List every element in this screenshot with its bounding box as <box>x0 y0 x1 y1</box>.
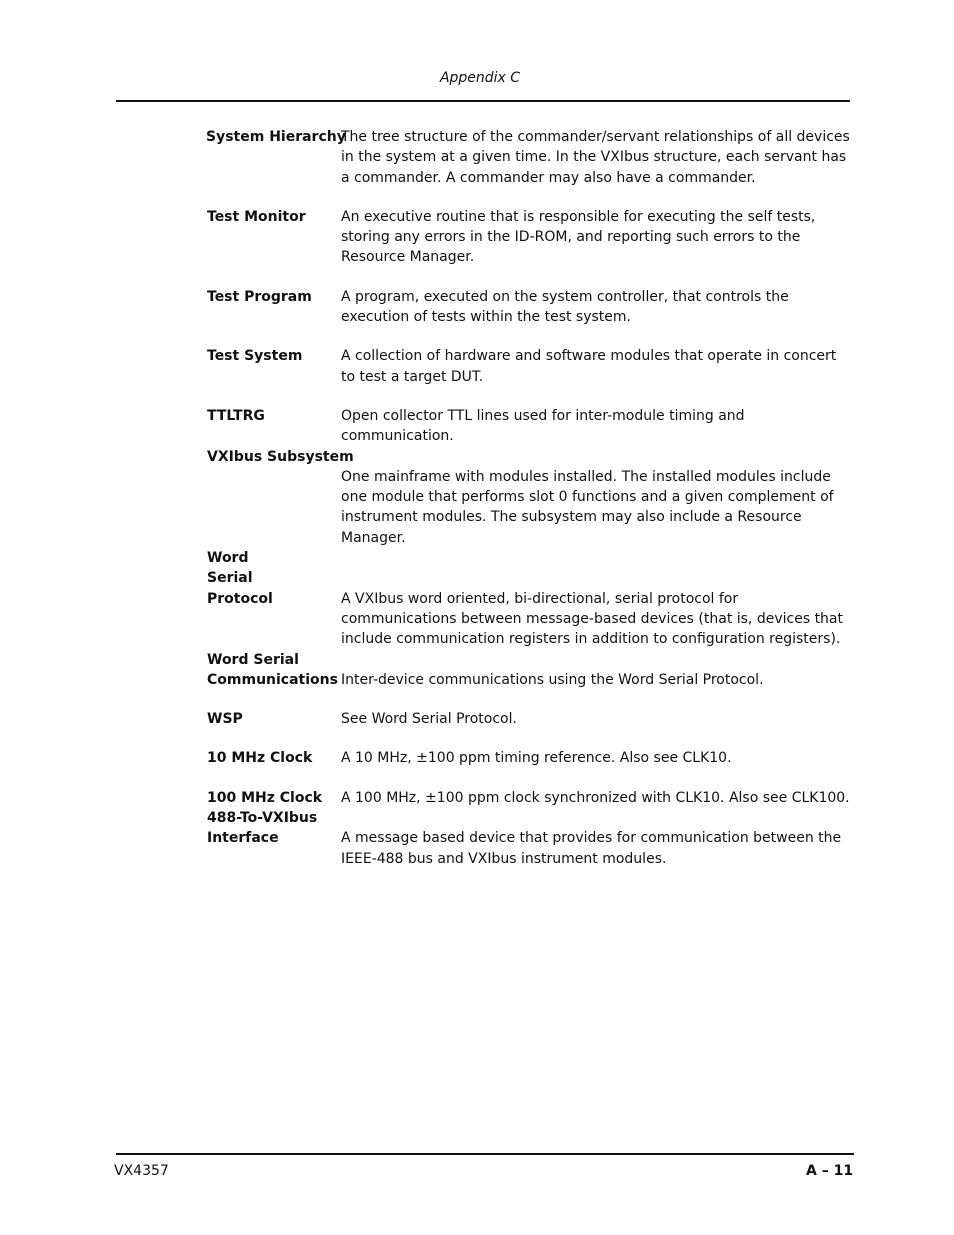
glossary-definition: A message based device that provides for communication between the IEEE-488 bus and VXIbus instrument modules. <box>341 830 842 867</box>
glossary-definition: See Word Serial Protocol. <box>341 711 517 728</box>
glossary-term: 10 MHz Clock <box>207 750 313 767</box>
page-header-title: Appendix C <box>439 70 521 86</box>
glossary-entry <box>0 788 954 808</box>
glossary-entry <box>0 709 954 729</box>
glossary-definition: One mainframe with modules installed. The installed modules include one module that performs slot 0 functions and a given complement of instrument modules. The subsystem may also include a Resource Manager. <box>341 468 834 546</box>
footer-rule <box>116 1153 854 1155</box>
glossary-definition: A program, executed on the system controller, that controls the execution of tests within the test system. <box>341 288 789 326</box>
header-rule <box>116 100 850 102</box>
glossary-entry <box>0 650 954 691</box>
glossary-definition: An executive routine that is responsible for executing the self tests, storing any errors in the ID-ROM, and reporting such errors to the Resource Manager. <box>341 208 816 266</box>
glossary-definition: The tree structure of the commander/servant relationships of all devices in the system at a given time. In the VXIbus structure, each servant has a commander. A commander may also have a commander. <box>341 129 850 186</box>
glossary-term: Test System <box>207 348 303 365</box>
document-id: VX4357 <box>114 1163 169 1179</box>
glossary-entry <box>0 287 954 328</box>
glossary-entry <box>0 447 954 548</box>
glossary-entry <box>0 346 954 387</box>
glossary-entry <box>0 808 954 869</box>
glossary-term: 488-To-VXIbus Interface <box>207 810 318 847</box>
glossary-definition: A VXIbus word oriented, bi-directional, serial protocol for communications between message-based devices (that is, devices that include communication registers in addition to configuration registers). <box>341 590 843 648</box>
glossary-definition: A 100 MHz, ±100 ppm clock synchronized with CLK10. Also see CLK100. <box>341 789 850 806</box>
glossary-term: System Hierarchy <box>206 129 346 145</box>
glossary-term: 100 MHz Clock <box>207 789 323 806</box>
glossary-term: VXIbus Subsystem <box>207 448 354 465</box>
glossary-term: WSP <box>207 711 243 728</box>
glossary-term: Word Serial Protocol <box>207 550 273 607</box>
glossary-entry <box>0 748 954 768</box>
glossary-term: Test Program <box>207 288 312 305</box>
glossary-term: Word Serial Communications <box>207 651 338 688</box>
glossary-entry <box>0 406 954 447</box>
glossary-term: TTLTRG <box>207 407 265 424</box>
glossary-list <box>0 127 954 869</box>
glossary-definition: Open collector TTL lines used for inter-module timing and communication. <box>341 407 745 445</box>
glossary-entry <box>0 127 954 188</box>
page-number: A – 11 <box>806 1163 854 1179</box>
glossary-definition: A 10 MHz, ±100 ppm timing reference. Also see CLK10. <box>341 750 732 767</box>
glossary-entry <box>0 207 954 268</box>
glossary-definition: Inter-device communications using the Word Serial Protocol. <box>341 671 764 688</box>
glossary-definition: A collection of hardware and software modules that operate in concert to test a target DUT. <box>341 348 837 385</box>
glossary-entry <box>0 548 954 649</box>
glossary-term: Test Monitor <box>207 208 306 225</box>
